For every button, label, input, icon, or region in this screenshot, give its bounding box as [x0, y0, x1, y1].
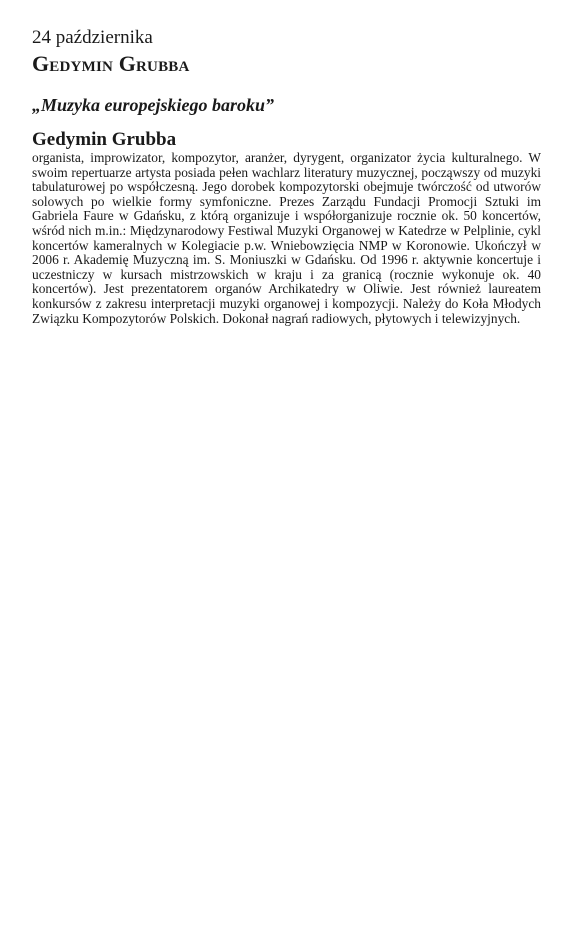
biography-paragraph: organista, improwizator, kompozytor, aranżer, dyrygent, organizator życia kulturalnego. W swoim repertuarze artysta posiada pełen wachlarz literatury muzycznej, począwszy od muzyki tabulaturowej po współczesną. Jego dorobek kompozytorski obejmuje twórczość od utworów solowych po wielkie formy symfoniczne. Prezes Zarządu Fundacji Promocji Sztuki im Gabriela Faure w Gdańsku, z którą organizuje i współorganizuje rocznie ok. 50 koncertów, wśród nich m.in.: Międzynarodowy Festiwal Muzyki Organowej w Katedrze w Pelplinie, cykl koncertów kameralnych w Kolegiacie p.w. Wniebowzięcia NMP w Koronowie. Ukończył w 2006 r. Akademię Muzyczną im. S. Moniuszki w Gdańsku. Od 1996 r. aktywnie koncertuje i uczestniczy w kursach mistrzowskich w kraju i za granicą (rocznie wykonuje ok. 40 koncertów). Jest prezentatorem organów Archikatedry w Oliwie. Jest również laureatem konkursów z zakresu interpretacji muzyki organowej i kompozycji. Należy do Koła Młodych Związku Kompozytorów Polskich. Dokonał nagrań radiowych, płytowych i telewizyjnych. [32, 150, 541, 326]
biography-name-heading: Gedymin Grubba [32, 129, 177, 150]
performer-name-heading: Gedymin Grubba [32, 51, 190, 76]
concert-date: 24 października [32, 27, 153, 48]
program-title: „Muzyka europejskiego baroku” [32, 95, 275, 115]
concert-program-page [32, 26, 541, 326]
